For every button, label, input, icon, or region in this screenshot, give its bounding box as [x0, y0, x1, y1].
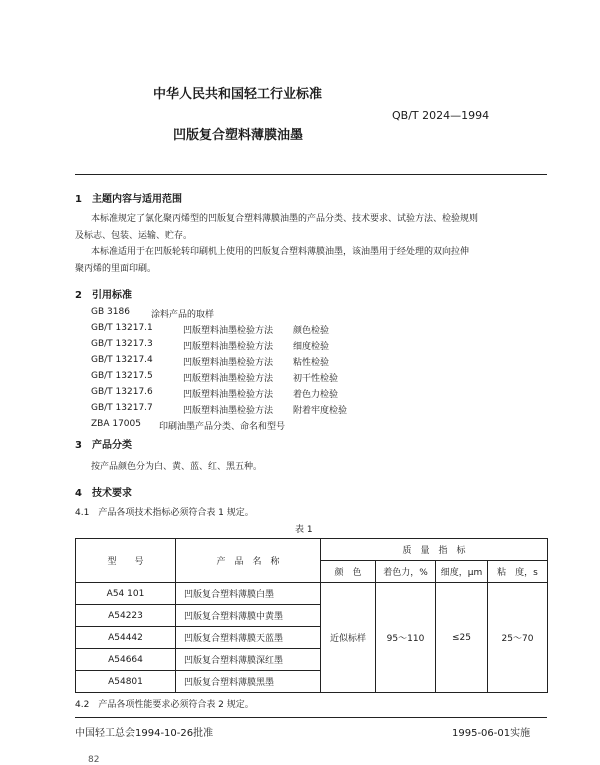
section3-text: 按产品颜色分为白、黄、蓝、红、黑五种。	[91, 462, 263, 472]
subheader-color: 颜 色	[321, 561, 376, 583]
cell-color-value: 近似标样	[321, 583, 376, 693]
reference-title: 凹版塑料油墨检验方法	[183, 326, 274, 336]
reference-code: GB/T 13217.6	[91, 387, 153, 397]
cell-viscosity-value: 25～70	[488, 583, 548, 693]
reference-code: GB/T 13217.5	[91, 371, 153, 381]
document-title: 凹版复合塑料薄膜油墨	[173, 128, 304, 143]
reference-title: 凹版塑料油墨检验方法	[183, 374, 274, 384]
org-title: 中华人民共和国轻工行业标准	[153, 87, 323, 102]
reference-kind: 颜色检验	[293, 326, 330, 336]
cell-model: A54442	[76, 627, 176, 649]
section1-heading: 1 主题内容与适用范围	[75, 194, 182, 205]
reference-code: GB/T 13217.7	[91, 403, 153, 413]
reference-code: GB/T 13217.1	[91, 323, 153, 333]
cell-product-name: 凹版复合塑料薄膜黑墨	[176, 671, 321, 693]
section2-heading: 2 引用标准	[75, 290, 132, 301]
reference-title: 印刷油墨产品分类、命名和型号	[159, 422, 286, 432]
cell-product-name: 凹版复合塑料薄膜天蓝墨	[176, 627, 321, 649]
reference-title: 凹版塑料油墨检验方法	[183, 358, 274, 368]
cell-product-name: 凹版复合塑料薄膜中黄墨	[176, 605, 321, 627]
cell-model: A54223	[76, 605, 176, 627]
subheader-tinting-strength: 着色力，%	[376, 561, 436, 583]
spec-table	[75, 538, 548, 693]
reference-list	[91, 307, 451, 437]
reference-kind: 附着牢度检验	[293, 406, 348, 416]
cell-product-name: 凹版复合塑料薄膜白墨	[176, 583, 321, 605]
reference-title: 凹版塑料油墨检验方法	[183, 342, 274, 352]
subheader-fineness: 细度，μm	[436, 561, 488, 583]
reference-kind: 粘性检验	[293, 358, 330, 368]
reference-kind: 初干性检验	[293, 374, 339, 384]
subheader-viscosity: 粘 度，s	[488, 561, 548, 583]
section3-heading: 3 产品分类	[75, 440, 132, 451]
clause-4-1: 4.1 产品各项技术指标必须符合表 1 规定。	[75, 508, 254, 518]
cell-strength-value: 95～110	[376, 583, 436, 693]
page-number: 82	[88, 755, 100, 765]
cell-fineness-value: ≤25	[436, 583, 488, 693]
table-row	[76, 583, 548, 605]
section4-heading: 4 技术要求	[75, 488, 132, 499]
col-header-model: 型 号	[76, 539, 176, 583]
table-caption: 表 1	[295, 525, 313, 535]
cell-model: A54801	[76, 671, 176, 693]
reference-kind: 着色力检验	[293, 390, 339, 400]
clause-4-2: 4.2 产品各项性能要求必须符合表 2 规定。	[75, 700, 254, 710]
reference-code: GB/T 13217.3	[91, 339, 153, 349]
standard-code: QB/T 2024—1994	[392, 109, 490, 122]
reference-title: 凹版塑料油墨检验方法	[183, 406, 274, 416]
cell-model: A54664	[76, 649, 176, 671]
footer-divider	[75, 717, 547, 718]
header-divider	[75, 174, 547, 175]
section1-para1-line1: 本标准规定了氯化聚丙烯型的凹版复合塑料薄膜油墨的产品分类、技术要求、试验方法、检验规则	[91, 214, 479, 224]
cell-model: A54 101	[76, 583, 176, 605]
section1-para2-line1: 本标准适用于在凹版轮转印刷机上使用的凹版复合塑料薄膜油墨，该油墨用于经处理的双向拉伸	[91, 247, 470, 257]
col-header-quality: 质 量 指 标	[321, 539, 548, 561]
cell-product-name: 凹版复合塑料薄膜深红墨	[176, 649, 321, 671]
reference-code: ZBA 17005	[91, 419, 141, 429]
reference-title: 凹版塑料油墨检验方法	[183, 390, 274, 400]
implementation-date: 1995-06-01实施	[452, 728, 531, 739]
reference-kind: 细度检验	[293, 342, 330, 352]
reference-title: 涂料产品的取样	[151, 310, 215, 320]
reference-code: GB 3186	[91, 307, 130, 317]
approval-note: 中国轻工总会1994-10-26批准	[75, 728, 214, 739]
section1-para1-line2: 及标志、包装、运输、贮存。	[75, 231, 193, 241]
section1-para2-line2: 聚丙烯的里面印刷。	[75, 264, 157, 274]
col-header-name: 产 品 名 称	[176, 539, 321, 583]
reference-code: GB/T 13217.4	[91, 355, 153, 365]
